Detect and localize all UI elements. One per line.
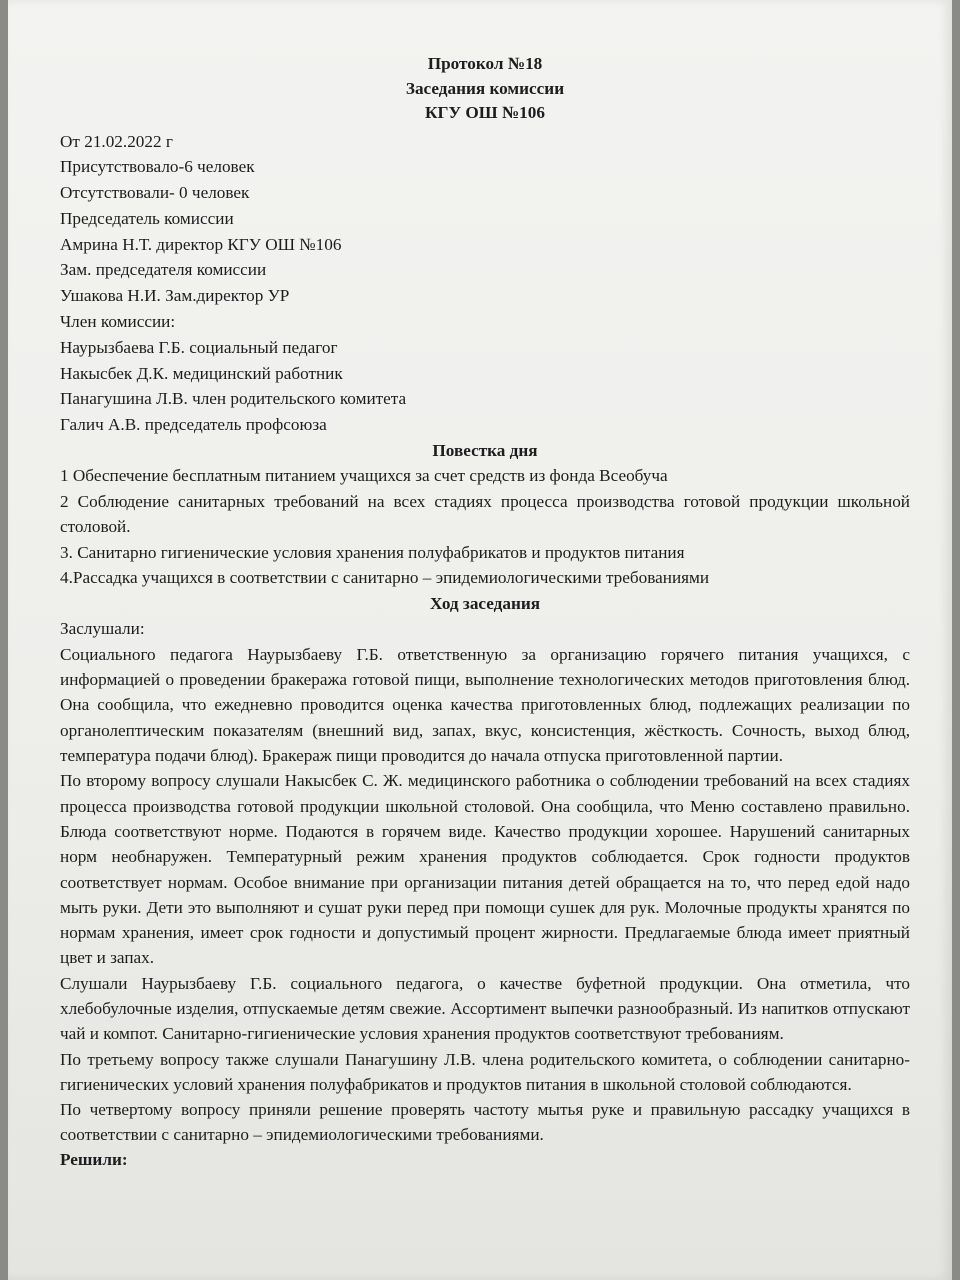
member-item: Наурызбаева Г.Б. социальный педагог [60, 337, 338, 357]
proceedings-paragraph: Социального педагога Наурызбаеву Г.Б. ответственную за организацию горячего питания учащихся, с информацией о проведении бракеража готовой пищи, выполнение технологических методов приготовления блюд. Она сообщила, что ежедневно проводится оценка качества приготовленных блюд, подлежащих реализации по органолептическим показателям (внешний вид, запах, вкус, консистенция, жёсткость. Сочность, выход блюд, температура подачи блюд). Бракераж пищи проводится до начала отпуска приготовленной партии. [60, 644, 910, 766]
members-label: Член комиссии: [60, 312, 176, 332]
proceedings-heading: Ход заседания [429, 594, 541, 614]
agenda-item: 3. Санитарно гигиенические условия хранения полуфабрикатов и продуктов питания [60, 542, 685, 562]
protocol-number: Протокол №18 [427, 54, 543, 73]
proceedings-section [60, 591, 910, 1172]
chair-name: Амрина Н.Т. директор КГУ ОШ №106 [60, 234, 342, 254]
protocol-document [60, 52, 910, 1172]
agenda-item: 2 Соблюдение санитарных требований на всех стадиях процесса производства готовой продукции школьной столовой. [60, 491, 910, 537]
institution-name: КГУ ОШ №106 [425, 103, 545, 122]
deputy-name: Ушакова Н.И. Зам.директор УР [60, 286, 290, 306]
member-item: Накысбек Д.К. медицинский работник [60, 363, 343, 383]
absent-count: Отсутствовали- 0 человек [60, 183, 250, 203]
agenda-item: 4.Рассадка учащихся в соответствии с санитарно – эпидемиологическими требованиями [60, 568, 710, 588]
chair-label: Председатель комиссии [60, 208, 234, 228]
present-count: Присутствовало-6 человек [60, 157, 255, 177]
proceedings-paragraph: Слушали Наурызбаеву Г.Б. социального педагога, о качестве буфетной продукции. Она отметила, что хлебобулочные изделия, отпускаемые детям свежие. Ассортимент выпечки разнообразный. Из напитков отпускают чай и компот. Санитарно-гигиенические условия хранения продуктов соответствуют требованиям. [60, 973, 910, 1044]
agenda-item: 1 Обеспечение бесплатным питанием учащихся за счет средств из фонда Всеобуча [60, 466, 668, 486]
meeting-date: От 21.02.2022 г [60, 131, 173, 151]
meeting-title: Заседания комиссии [405, 78, 565, 98]
proceedings-paragraph: По второму вопросу слушали Накысбек С. Ж. медицинского работника о соблюдении требований на всех стадиях процесса производства готовой продукции школьной столовой. Она сообщила, что Меню составлено правильно. Блюда соответствуют норме. Подаются в горячем виде. Качество продукции хорошее. Нарушений санитарных норм необнаружен. Температурный режим хранения продуктов соблюдается. Срок годности продуктов соответствует нормам. Особое внимание при организации питания детей обращается на то, что перед едой надо мыть руки. Дети это выполняют и сушат руки перед при помощи сушек для рук. Молочные продукты хранятся по нормам хранения, имеет срок годности и допустимый процент жирности. Предлагаемые блюда имеет приятный цвет и запах. [60, 771, 910, 968]
member-item: Панагушина Л.В. член родительского комитета [60, 389, 407, 409]
meeting-details [60, 129, 910, 439]
agenda-heading: Повестка дня [432, 441, 538, 461]
proceedings-paragraph: По третьему вопросу также слушали Панагушину Л.В. члена родительского комитета, о соблюдении санитарно-гигиенических условий хранения полуфабрикатов и продуктов питания в школьной столовой соблюдаются. [60, 1049, 910, 1094]
decided-label: Решили: [60, 1149, 128, 1169]
member-item: Галич А.В. председатель профсоюза [60, 415, 327, 435]
document-header [60, 52, 910, 126]
deputy-label: Зам. председателя комиссии [60, 260, 267, 280]
document-page [8, 0, 952, 1280]
agenda-section [60, 438, 910, 591]
heard-label: Заслушали: [60, 619, 145, 639]
proceedings-paragraph: По четвертому вопросу приняли решение проверять частоту мытья руке и правильную рассадку учащихся в соответствии с санитарно – эпидемиологическими требованиями. [60, 1100, 910, 1145]
